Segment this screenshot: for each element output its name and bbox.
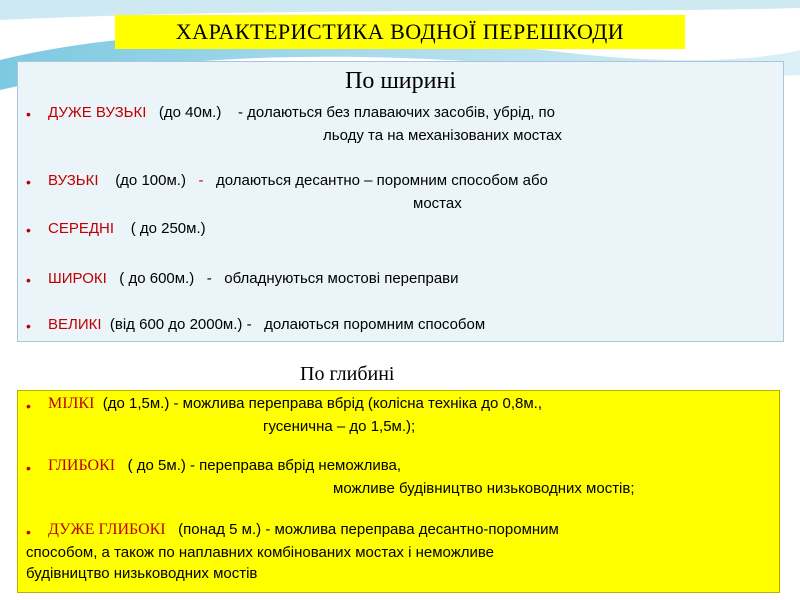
list-item [48,395,542,413]
bullet-icon: • [26,524,31,540]
width-heading: По ширині [344,68,456,94]
item-desc-continued: будівництво низьководних мостів [26,565,258,582]
item-term: МІЛКІ [48,395,95,412]
item-desc-continued: можливе будівництво низьководних мостів; [333,480,635,497]
item-range: ( до 600м.) [119,270,195,287]
item-desc: ( до 5м.) - переправа вбрід неможлива, [127,457,402,474]
item-desc: долаються десантно – поромним способом або [215,172,548,189]
list-item [48,270,459,287]
depth-panel [17,390,780,593]
bullet-icon: • [26,174,31,190]
list-item [48,521,559,539]
bullet-icon: • [26,460,31,476]
item-range: (до 100м.) [115,172,186,189]
list-item [48,316,485,333]
item-desc-continued: мостах [413,195,462,212]
bullet-icon: • [26,106,31,122]
item-range: ( до 250м.) [130,220,206,237]
item-separator: - [206,270,212,287]
list-item [48,220,206,237]
bullet-icon: • [26,398,31,414]
item-desc: (до 1,5м.) - можлива переправа вбрід (колісна техніка до 0,8м., [102,395,542,412]
item-range: (від 600 до 2000м.) - [109,316,252,333]
bullet-icon: • [26,318,31,334]
item-term: ДУЖЕ ГЛИБОКІ [48,521,166,538]
item-desc-continued: способом, а також по наплавних комбінованих мостах і неможливе [26,544,495,561]
list-item [48,104,555,121]
item-term: ГЛИБОКІ [48,457,116,474]
item-term: ВУЗЬКІ [48,172,99,189]
item-desc: (понад 5 м.) - можлива переправа десантно-поромним [178,521,559,538]
item-desc: долаються поромним способом [264,316,486,333]
bullet-icon: • [26,272,31,288]
item-term: ДУЖЕ ВУЗЬКІ [48,104,147,121]
item-desc-continued: льоду та на механізованих мостах [323,127,562,144]
list-item [48,172,548,189]
width-panel [17,61,784,342]
item-separator: - [198,172,204,189]
depth-heading: По глибині [300,363,395,385]
item-desc: - долаються без плаваючих засобів, убрід, по [238,104,556,121]
item-term: ШИРОКІ [48,270,107,287]
page-title: ХАРАКТЕРИСТИКА ВОДНОЇ ПЕРЕШКОДИ [115,15,685,49]
item-term: ВЕЛИКІ [48,316,102,333]
list-item [48,457,401,475]
bullet-icon: • [26,222,31,238]
item-range: (до 40м.) [158,104,222,121]
item-desc: обладнуються мостові переправи [224,270,459,287]
item-desc-continued: гусенична – до 1,5м.); [263,418,416,435]
item-term: СЕРЕДНІ [48,220,115,237]
